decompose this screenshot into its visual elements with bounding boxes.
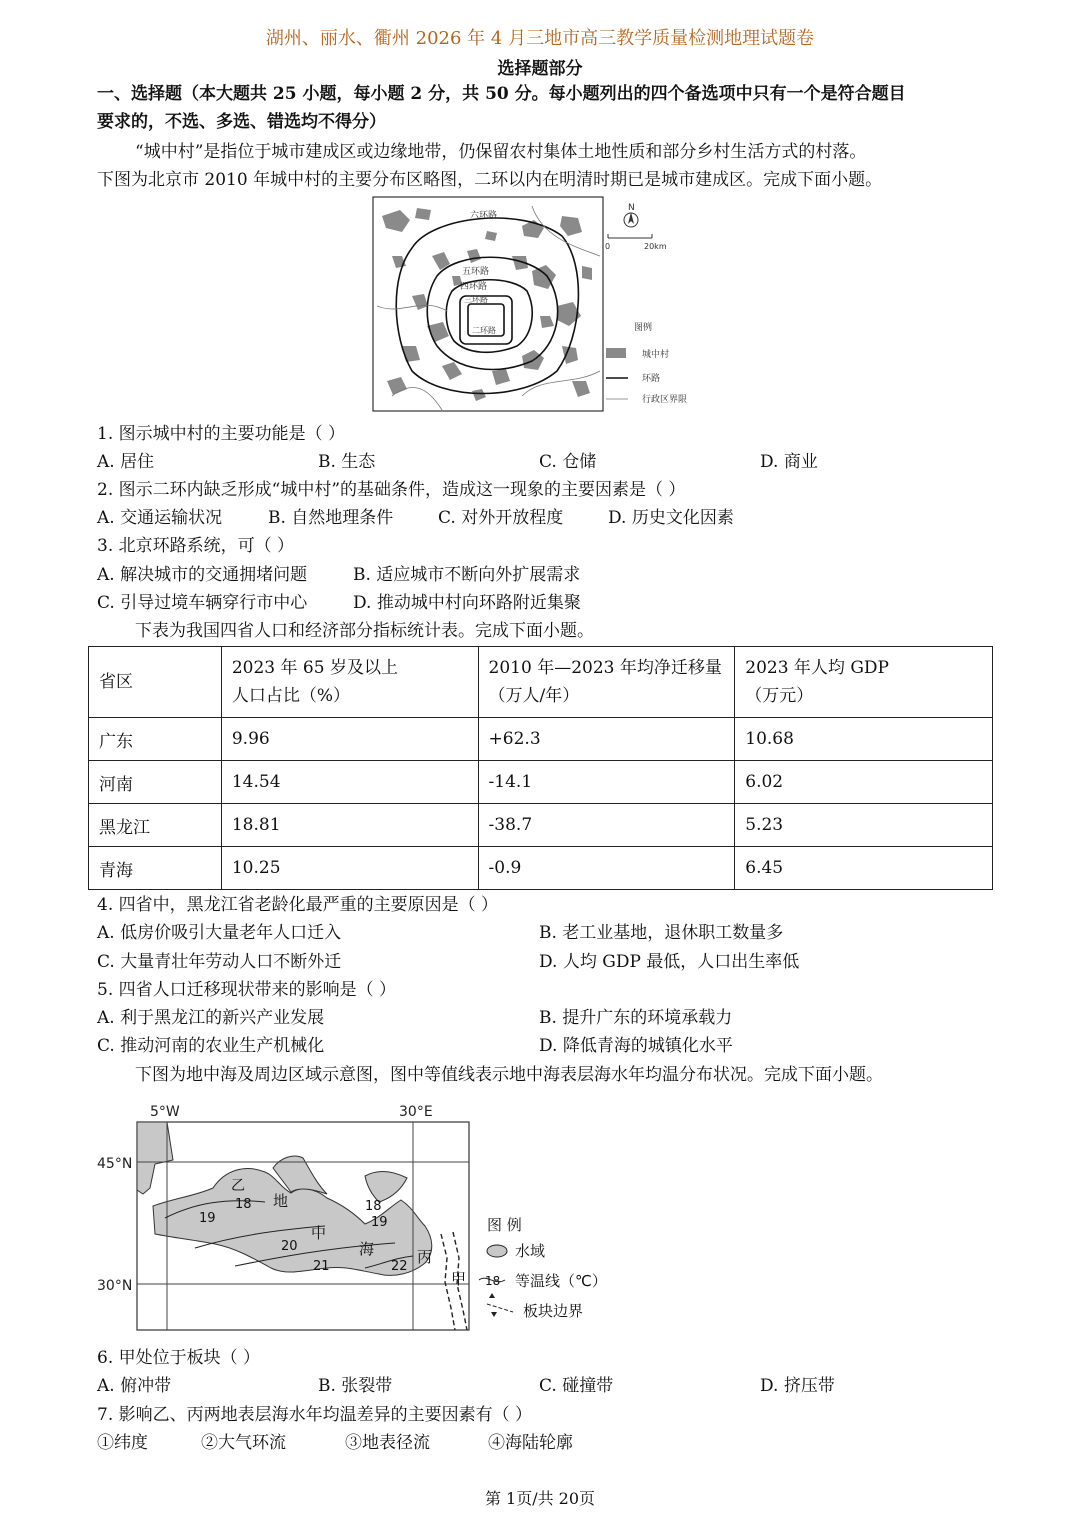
q7-option-3[interactable]: ③地表径流 [345, 1433, 430, 1453]
legend-boundary-swatch [487, 1304, 513, 1312]
province-stats-table [88, 646, 993, 890]
legend-isotherm: 等温线（℃） [515, 1272, 607, 1290]
table-header-row [89, 647, 993, 718]
q2-option-c[interactable]: C. 对外开放程度 [438, 508, 564, 528]
scale-zero: 0 [605, 242, 611, 251]
q5-stem: 5. 四省人口迁移现状带来的影响是（ ） [97, 980, 397, 1000]
table-cell: 9.96 [221, 718, 478, 761]
table-header-cell: 2010 年—2023 年均净迁移量 （万人/年） [478, 647, 735, 718]
q2-option-b[interactable]: B. 自然地理条件 [268, 508, 394, 528]
table-cell: -0.9 [478, 847, 735, 890]
table-header-cell: 2023 年 65 岁及以上 人口占比（%） [221, 647, 478, 718]
intro2: 下表为我国四省人口和经济部分指标统计表。完成下面小题。 [135, 621, 594, 641]
table-row [89, 804, 993, 847]
q4-option-a[interactable]: A. 低房价吸引大量老年人口迁入 [97, 923, 342, 943]
q6-stem: 6. 甲处位于板块（ ） [97, 1348, 261, 1368]
north-label: N [628, 203, 635, 213]
q5-option-c[interactable]: C. 推动河南的农业生产机械化 [97, 1036, 325, 1056]
place-zhong: 中 [311, 1224, 327, 1242]
section-heading-line2: 要求的，不选、多选、错选均不得分） [97, 112, 386, 132]
table-header-cell: 2023 年人均 GDP （万元） [735, 647, 993, 718]
iso-label: 22 [391, 1259, 408, 1274]
lon-label-30e: 30°E [399, 1104, 433, 1120]
intro1-line2: 下图为北京市 2010 年城中村的主要分布区略图，二环以内在明清时期已是城市建成区。完成下面小题。 [97, 170, 883, 190]
ring-label-6: 六环路 [470, 211, 498, 221]
legend-urban-village-swatch [606, 348, 626, 358]
place-bing: 丙 [417, 1248, 433, 1266]
intro1-line1: “城中村”是指位于城市建成区或边缘地带，仍保留农村集体土地性质和部分乡村生活方式的村落。 [135, 142, 867, 162]
q1-stem: 1. 图示城中村的主要功能是（ ） [97, 424, 346, 444]
legend-iso-sample: 18 [485, 1274, 501, 1288]
table-cell: 10.25 [221, 847, 478, 890]
mediterranean-map [95, 1098, 625, 1338]
legend-water-swatch [487, 1245, 507, 1257]
lat-label-30n: 30°N [97, 1278, 133, 1294]
table-cell: 6.45 [735, 847, 993, 890]
q5-option-b[interactable]: B. 提升广东的环境承载力 [539, 1008, 733, 1028]
place-yi: 乙 [231, 1178, 245, 1194]
table-cell: 河南 [89, 761, 222, 804]
q6-option-c[interactable]: C. 碰撞带 [539, 1376, 614, 1396]
beijing-urban-village-map [372, 196, 702, 414]
q3-option-d[interactable]: D. 推动城中村向环路附近集聚 [353, 593, 581, 613]
q6-option-d[interactable]: D. 挤压带 [760, 1376, 835, 1396]
table-row [89, 847, 993, 890]
ring-label-5: 五环路 [462, 267, 490, 277]
q3-option-c[interactable]: C. 引导过境车辆穿行市中心 [97, 593, 308, 613]
table-cell: -14.1 [478, 761, 735, 804]
legend-water: 水域 [515, 1242, 546, 1260]
iso-label: 19 [199, 1211, 216, 1226]
table-cell: 18.81 [221, 804, 478, 847]
iso-label: 18 [235, 1197, 252, 1212]
q2-option-a[interactable]: A. 交通运输状况 [97, 508, 223, 528]
iso-label: 21 [313, 1259, 330, 1274]
q3-option-a[interactable]: A. 解决城市的交通拥堵问题 [97, 565, 308, 585]
q6-option-a[interactable]: A. 俯冲带 [97, 1376, 172, 1396]
q1-option-a[interactable]: A. 居住 [97, 452, 155, 472]
legend-urban-village: 城中村 [642, 350, 670, 360]
exam-title: 湖州、丽水、衢州 2026 年 4 月三地市高三教学质量检测地理试题卷 [265, 28, 815, 49]
map1-legend-title: 图例 [634, 323, 653, 333]
q4-option-c[interactable]: C. 大量青壮年劳动人口不断外迁 [97, 952, 342, 972]
q3-stem: 3. 北京环路系统，可（ ） [97, 536, 295, 556]
table-row [89, 761, 993, 804]
legend-boundary: 行政区界限 [642, 395, 688, 405]
iso-label: 20 [281, 1239, 298, 1254]
legend-ring: 环路 [642, 374, 661, 384]
table-row [89, 718, 993, 761]
table-cell: 6.02 [735, 761, 993, 804]
q1-option-b[interactable]: B. 生态 [318, 452, 376, 472]
q7-option-1[interactable]: ①纬度 [97, 1433, 148, 1453]
table-cell: -38.7 [478, 804, 735, 847]
q5-option-a[interactable]: A. 利于黑龙江的新兴产业发展 [97, 1008, 325, 1028]
q2-option-d[interactable]: D. 历史文化因素 [608, 508, 734, 528]
table-cell: 5.23 [735, 804, 993, 847]
table-cell: 14.54 [221, 761, 478, 804]
ring-label-2: 二环路 [472, 326, 496, 335]
q1-option-c[interactable]: C. 仓储 [539, 452, 597, 472]
ring-label-4: 四环路 [460, 282, 488, 292]
q5-option-d[interactable]: D. 降低青海的城镇化水平 [539, 1036, 733, 1056]
lat-label-45n: 45°N [97, 1156, 133, 1172]
table-cell: 10.68 [735, 718, 993, 761]
section-heading-line1: 一、选择题（本大题共 25 小题，每小题 2 分，共 50 分。每小题列出的四个备选项中只有一个是符合题目 [97, 84, 906, 104]
place-hai: 海 [359, 1240, 375, 1258]
q7-stem: 7. 影响乙、丙两地表层海水年均温差异的主要因素有（ ） [97, 1405, 533, 1425]
iso-label: 19 [371, 1215, 388, 1230]
q7-option-4[interactable]: ④海陆轮廓 [488, 1433, 573, 1453]
section-subtitle: 选择题部分 [497, 59, 583, 79]
q7-option-2[interactable]: ②大气环流 [201, 1433, 286, 1453]
table-cell: +62.3 [478, 718, 735, 761]
table-header-cell: 省区 [89, 647, 222, 718]
q4-option-d[interactable]: D. 人均 GDP 最低，人口出生率低 [539, 952, 800, 972]
map2-legend-title: 图 例 [487, 1216, 522, 1234]
q4-stem: 4. 四省中，黑龙江省老龄化最严重的主要原因是（ ） [97, 895, 499, 915]
ring-label-3: 三环路 [464, 295, 488, 304]
q6-option-b[interactable]: B. 张裂带 [318, 1376, 393, 1396]
table-cell: 黑龙江 [89, 804, 222, 847]
table-cell: 广东 [89, 718, 222, 761]
lon-label-5w: 5°W [150, 1104, 180, 1120]
q4-option-b[interactable]: B. 老工业基地，退休职工数量多 [539, 923, 784, 943]
q3-option-b[interactable]: B. 适应城市不断向外扩展需求 [353, 565, 581, 585]
q1-option-d[interactable]: D. 商业 [760, 452, 818, 472]
scale-20km: 20km [644, 242, 667, 251]
place-di: 地 [273, 1192, 289, 1210]
place-jia: 甲 [451, 1270, 467, 1288]
intro3: 下图为地中海及周边区域示意图，图中等值线表示地中海表层海水年均温分布状况。完成下面小题。 [135, 1065, 883, 1085]
legend-plate-boundary: 板块边界 [523, 1302, 584, 1320]
iso-label: 18 [365, 1199, 382, 1214]
table-cell: 青海 [89, 847, 222, 890]
page-number: 第 1页/共 20页 [484, 1489, 596, 1508]
q2-stem: 2. 图示二环内缺乏形成“城中村”的基础条件，造成这一现象的主要因素是（ ） [97, 480, 686, 500]
